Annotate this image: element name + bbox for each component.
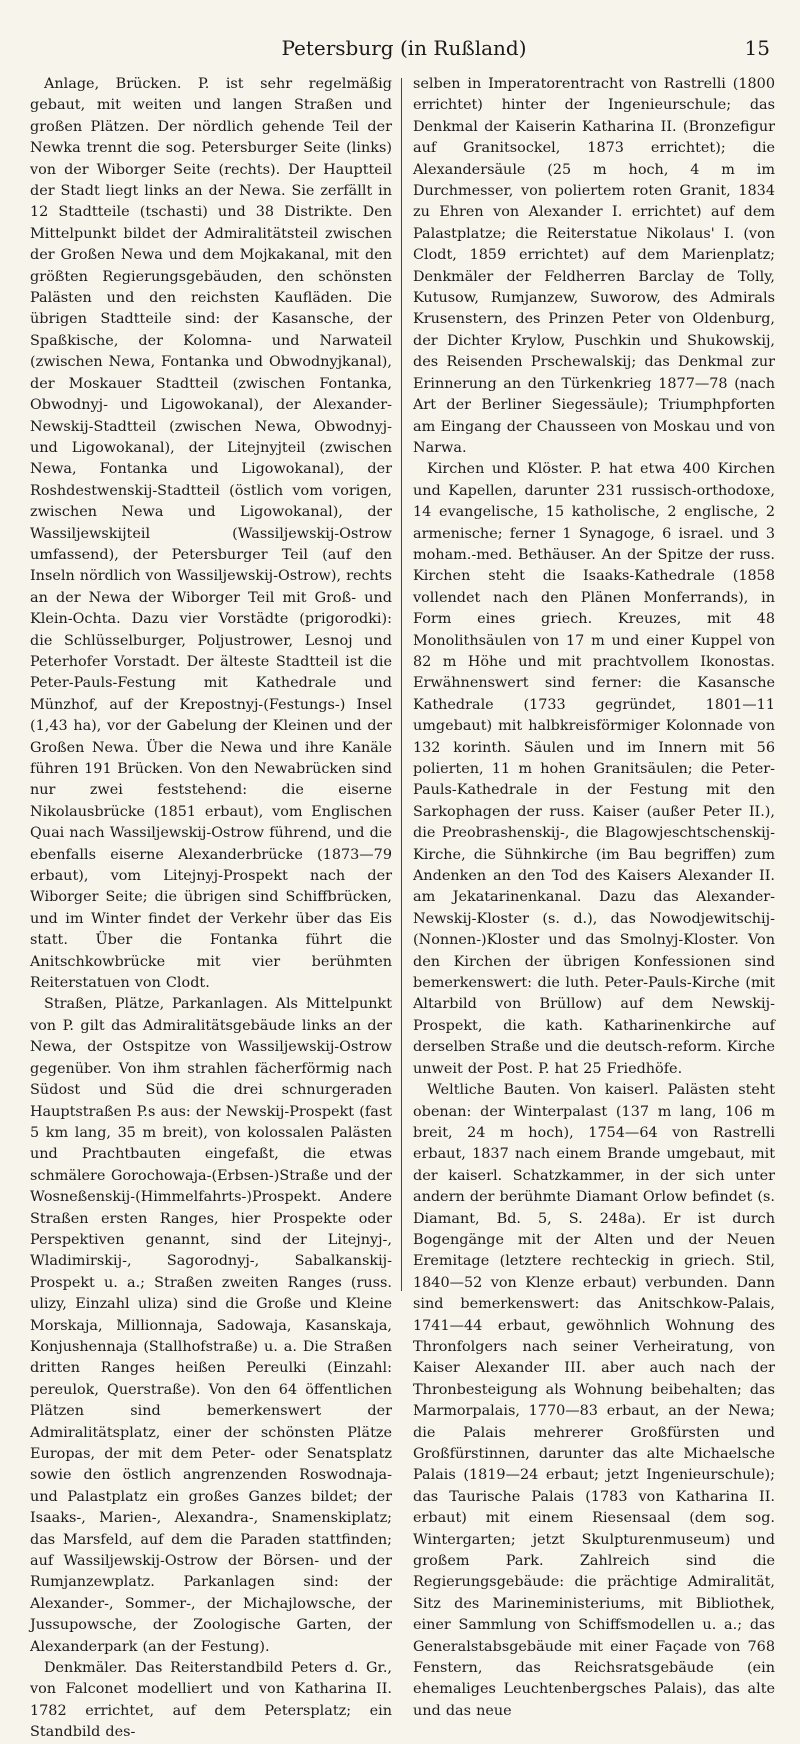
paragraph-denkmaeler: Denkmäler. Das Reiterstandbild Peters d. Gr., von Falconet modelliert und von Katharina II. 1782 errichtet, auf dem Petersplatz; ein Standbild des- <box>30 1660 392 1741</box>
column-divider <box>401 78 402 1291</box>
paragraph-kirchen-kloester: Kirchen und Klöster. P. hat etwa 400 Kirchen und Kapellen, darunter 231 russisch-orthodoxe, 14 evangelische, 15 katholische, 2 englische, 2 armenische; ferner 1 Synagoge, 6 israel. und 3 moham.-med. Bethäuser. An der Spitze der russ. Kirchen steht die Isaaks-Kathedrale (1858 vollendet nach den Plänen Monferrands), in Form eines griech. Kreuzes, mit 48 Monolithsäulen von 17 m und einer Kuppel von 82 m Höhe und mit prachtvollem Ikonostas. Erwähnenswert sind ferner: die Kasansche Kathedrale (1733 gegründet, 1801—11 umgebaut) mit halbkreisförmiger Kolonnade von 132 korinth. Säulen und im Innern mit 56 polierten, 11 m hohen Granitsäulen; die Peter-Pauls-Kathedrale in der Festung mit den Sarkophagen der russ. Kaiser (außer Peter II.), die Preobrashenskij-, die Blagowjeschtschenskij-Kirche, die Sühnkirche (im Bau begriffen) zum Andenken an den Tod des Kaisers Alexander II. am Jekatarinenkanal. Dazu das Alexander-Newskij-Kloster (s. d.), das Nowodjewitschij-(Nonnen-)Kloster und das Smolnyj-Kloster. Von den Kirchen der übrigen Konfessionen sind bemerkenswert: die luth. Peter-Pauls-Kirche (mit Altarbild von Brüllow) auf dem Newskij-Prospekt, die kath. Katharinenkirche auf derselben Straße und die deutsch-reform. Kirche unweit der Post. P. hat 25 Friedhöfe. <box>413 461 775 1077</box>
page-number: 15 <box>744 36 770 60</box>
page-title: Petersburg (in Rußland) <box>281 36 527 60</box>
paragraph-strassen-plaetze: Straßen, Plätze, Parkanlagen. Als Mittelpunkt von P. gilt das Admiralitätsgebäude links an der Newa, der Ostspitze von Wassiljewskij-Ostrow gegenüber. Von ihm strahlen fächerförmig nach Südost und Süd die drei schnurgeraden Hauptstraßen P.s aus: der Newskij-Prospekt (fast 5 km lang, 35 m breit), von kolossalen Palästen und Prachtbauten eingefaßt, die etwas schmälere Gorochowaja-(Erbsen-)Straße und der Wosneßenskij-(Himmelfahrts-)Prospekt. Andere Straßen ersten Ranges, hier Prospekte oder Perspektiven genannt, sind der Litejnyj-, Wladimirskij-, Sagorodnyj-, Sabalkanskij-Prospekt u. a.; Straßen zweiten Ranges (russ. ulizy, Einzahl uliza) sind die Große und Kleine Morskaja, Millionnaja, Sadowaja, Kasanskaja, Konjushennaja (Stallhofstraße) u. a. Die Straßen dritten Ranges heißen Pereulki (Einzahl: pereulok, Querstraße). Von den 64 öffentlichen Plätzen sind bemerkenswert der Admiralitätsplatz, einer der schönsten Plätze Europas, der mit dem Peter- oder Senatsplatz sowie den östlich angrenzenden Roswodnaja- und Palastplatz ein großes Ganzes bildet; der Isaaks-, Marien-, Alexandra-, Snamenskiplatz; das Marsfeld, auf dem die Paraden stattfinden; auf Wassiljewskij-Ostrow der Börsen- und der Rumjanzewplatz. Parkanlagen sind: der Alexander-, Sommer-, der Michajlowsche, der Jussupowsche, der Zoologische Garten, der Alexanderpark (an der Festung). <box>30 996 392 1655</box>
page-header <box>30 36 778 68</box>
paragraph-denkmaeler-continued: selben in Imperatorentracht von Rastrelli (1800 errichtet) hinter der Ingenieurschule; das Denkmal der Kaiserin Katharina II. (Bronzefigur auf Granitsockel, 1873 errichtet); die Alexandersäule (25 m hoch, 4 m im Durchmesser, von poliertem roten Granit, 1834 zu Ehren von Alexander I. errichtet) auf dem Palastplatze; die Reiterstatue Nikolaus' I. (von Clodt, 1859 errichtet) auf dem Marienplatz; Denkmäler der Feldherren Barclay de Tolly, Kutusow, Rumjanzew, Suworow, des Admirals Krusenstern, des Prinzen Peter von Oldenburg, der Dichter Krylow, Puschkin und Shukowskij, des Reisenden Prschewalskij; das Denkmal zur Erinnerung an den Türkenkrieg 1877—78 (nach Art der Berliner Siegessäule); Triumphpforten am Eingang der Chausseen von Moskau und von Narwa. <box>413 76 775 456</box>
right-column <box>413 74 775 1719</box>
paragraph-anlage-bruecken: Anlage, Brücken. P. ist sehr regelmäßig gebaut, mit weiten und langen Straßen und großen Plätzen. Der nördlich gehende Teil der Newka trennt die sog. Petersburger Seite (links) von der Wiborger Seite (rechts). Der Hauptteil der Stadt liegt links an der Newa. Sie zerfällt in 12 Stadtteile (tschasti) und 38 Distrikte. Den Mittelpunkt bildet der Admiralitätsteil zwischen der Großen Newa und dem Mojkakanal, mit den größten Regierungsgebäuden, den schönsten Palästen und den reichsten Kaufläden. Die übrigen Stadtteile sind: der Kasansche, der Spaßkische, der Kolomna- und Narwateil (zwischen Newa, Fontanka und Obwodnyjkanal), der Moskauer Stadtteil (zwischen Fontanka, Obwodnyj- und Ligowokanal), der Alexander-Newskij-Stadtteil (zwischen Newa, Obwodnyj- und Ligowokanal), der Litejnyjteil (zwischen Newa, Fontanka und Ligowokanal), der Roshdestwenskij-Stadtteil (östlich vom vorigen, zwischen Newa und Ligowokanal), der Wassiljewskijteil (Wassiljewskij-Ostrow umfassend), der Petersburger Teil (auf den Inseln nördlich von Wassiljewskij-Ostrow), rechts an der Newa der Wiborger Teil mit Groß- und Klein-Ochta. Dazu vier Vorstädte (prigorodki): die Schlüsselburger, Poljustrower, Lesnoj und Peterhofer Vorstadt. Der älteste Stadtteil ist die Peter-Pauls-Festung mit Kathedrale und Münzhof, auf der Krepostnyj-(Festungs-) Insel (1,43 ha), vor der Gabelung der Kleinen und der Großen Newa. Über die Newa und ihre Kanäle führen 191 Brücken. Von den Newabrücken sind nur zwei feststehend: die eiserne Nikolausbrücke (1851 erbaut), vom Englischen Quai nach Wassiljewskij-Ostrow führend, und die ebenfalls eiserne Alexanderbrücke (1873—79 erbaut), vom Litejnyj-Prospekt nach der Wiborger Seite; die übrigen sind Schiffbrücken, und im Winter findet der Verkehr über das Eis statt. Über die Fontanka führt die Anitschkowbrücke mit vier berühmten Reiterstatuen von Clodt. <box>30 76 392 992</box>
left-column <box>30 74 392 1741</box>
paragraph-weltliche-bauten: Weltliche Bauten. Von kaiserl. Palästen steht obenan: der Winterpalast (137 m lang, 106 m breit, 24 m hoch), 1754—64 von Rastrelli erbaut, 1837 nach einem Brande umgebaut, mit der kaiserl. Schatzkammer, in der sich unter andern der berühmte Diamant Orlow befindet (s. Diamant, Bd. 5, S. 248a). Er ist durch Bogengänge mit der Alten und der Neuen Eremitage (letztere rechteckig in griech. Stil, 1840—52 von Klenze erbaut) verbunden. Dann sind bemerkenswert: das Anitschkow-Palais, 1741—44 erbaut, gewöhnlich Wohnung des Thronfolgers nach seiner Verheiratung, von Kaiser Alexander III. aber auch nach der Thronbesteigung als Wohnung beibehalten; das Marmorpalais, 1770—83 erbaut, an der Newa; die Palais mehrerer Großfürsten und Großfürstinnen, darunter das alte Michaelsche Palais (1819—24 erbaut; jetzt Ingenieurschule); das Taurische Palais (1783 von Katharina II. erbaut) mit einem Riesensaal (dem sog. Wintergarten; jetzt Skulpturenmuseum) und großem Park. Zahlreich sind die Regierungsgebäude: die prächtige Admiralität, Sitz des Marineministeriums, mit Bibliothek, einer Sammlung von Schiffsmodellen u. a.; das Generalstabsgebäude mit einer Façade von 768 Fenstern, das Reichsratsgebäude (ein ehemaliges Leuchtenbergsches Palais), das alte und das neue <box>413 1082 775 1719</box>
